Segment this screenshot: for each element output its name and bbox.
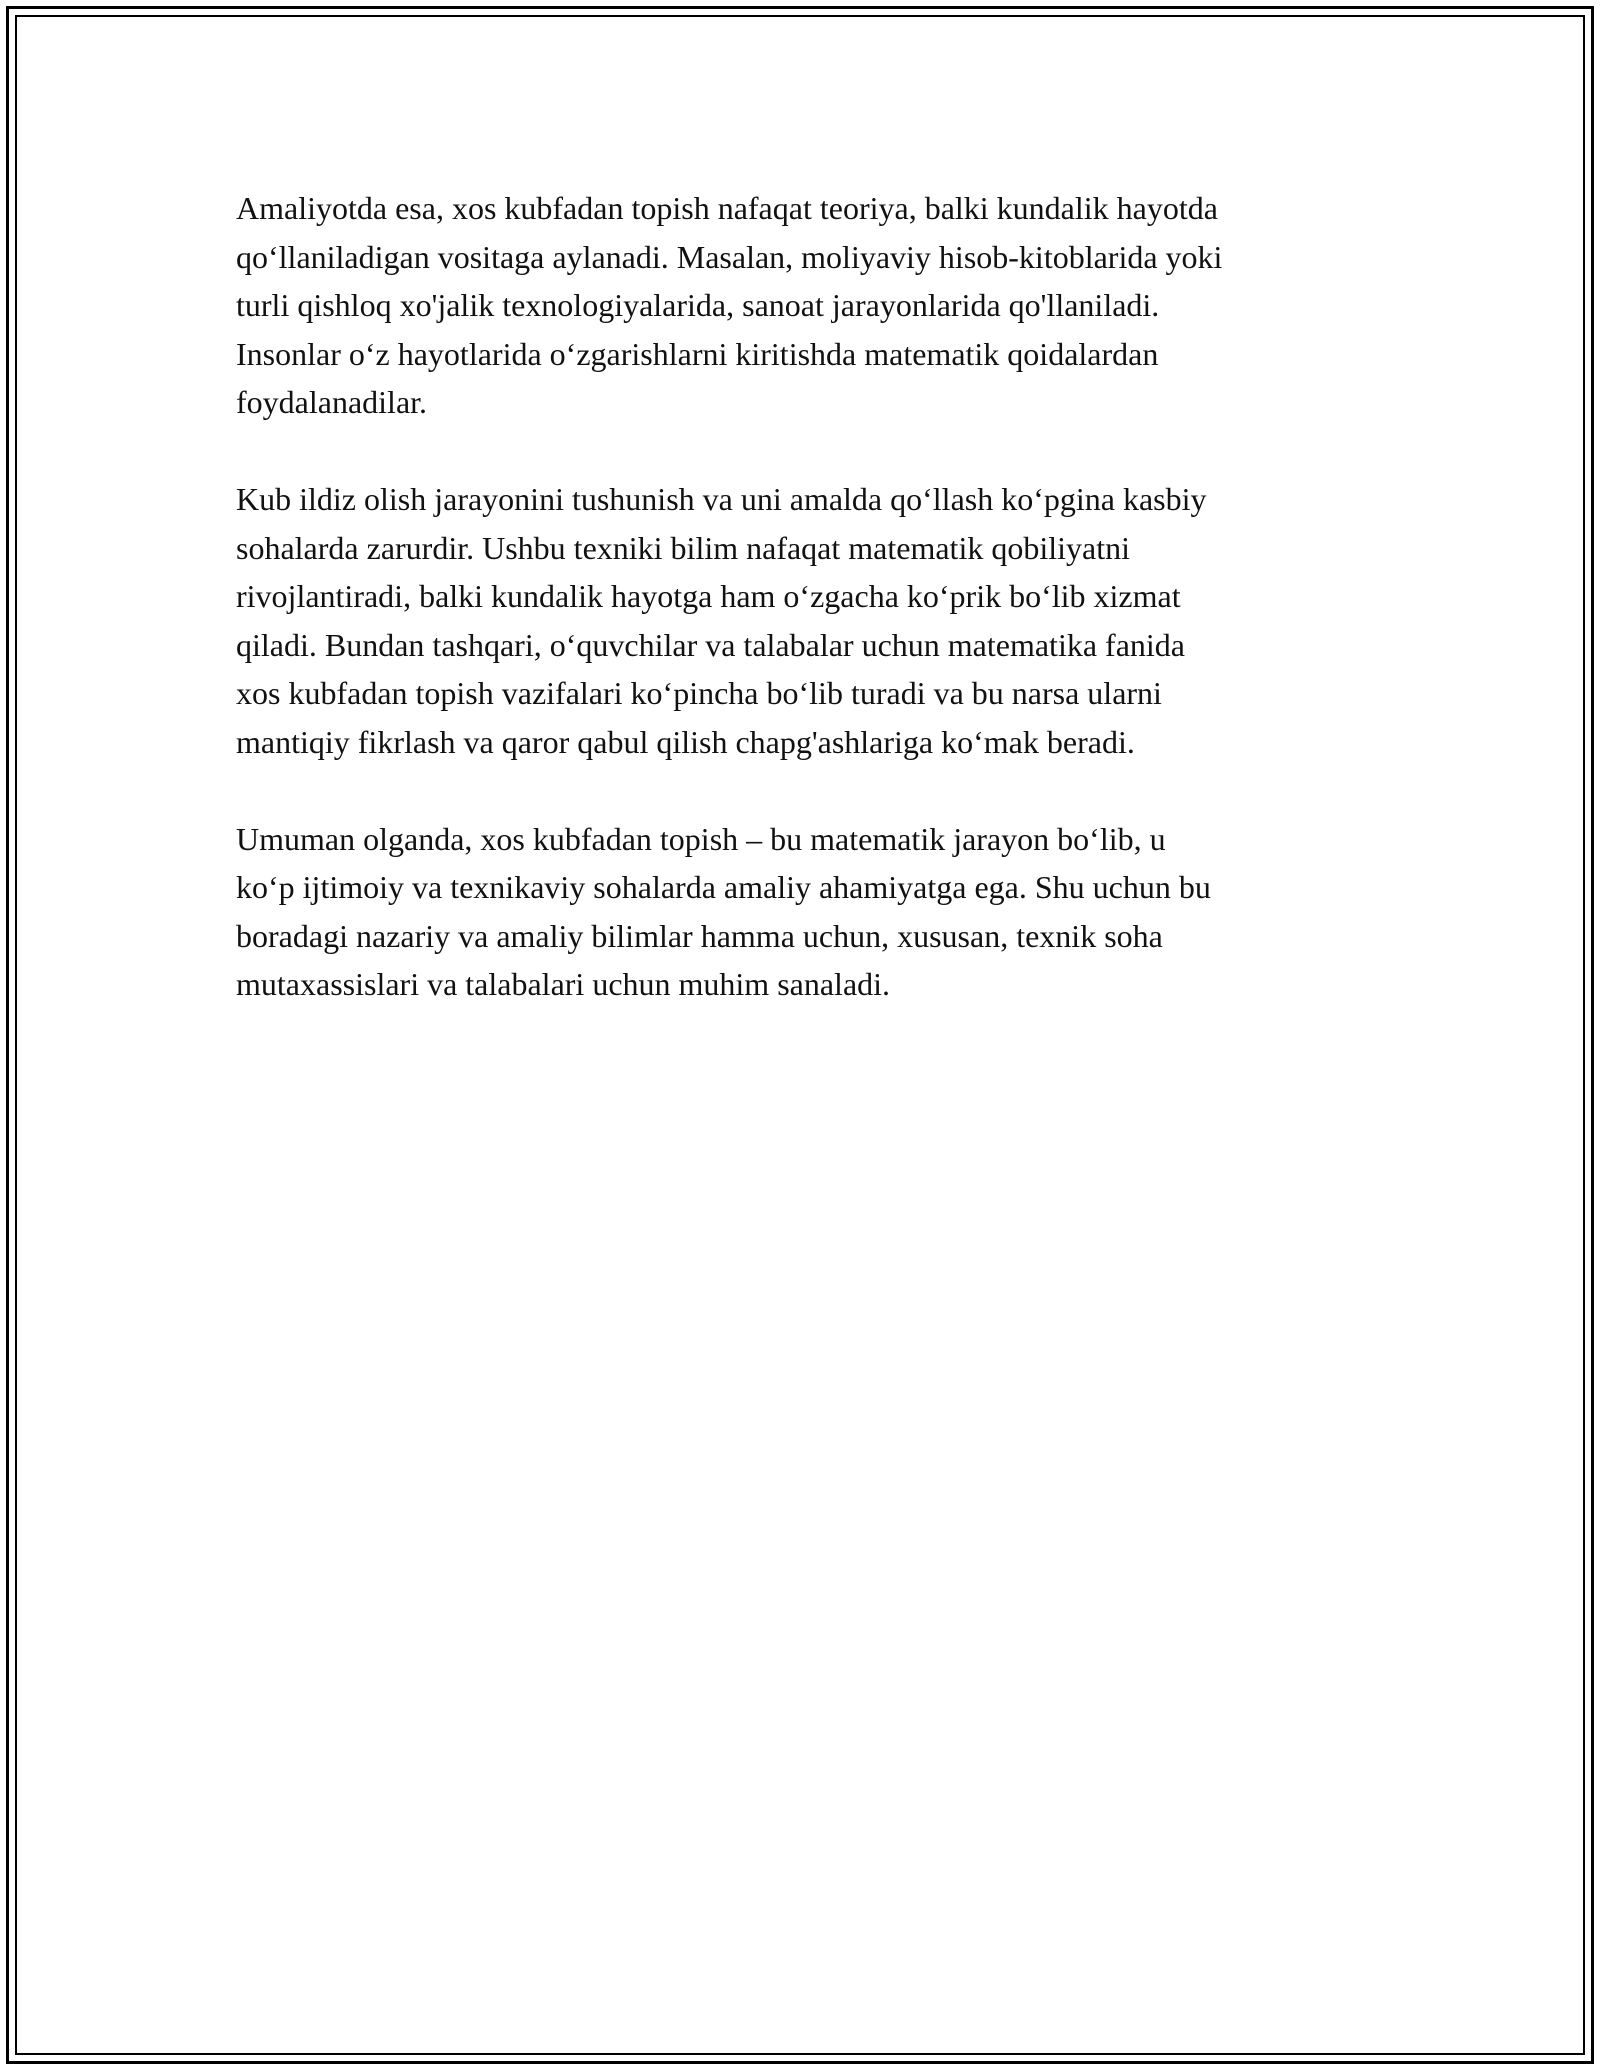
paragraph-1 (236, 184, 1376, 427)
paragraph-line: qiladi. Bundan tashqari, o‘quvchilar va talabalar uchun matematika fanida (236, 626, 1185, 663)
paragraph-line: Kub ildiz olish jarayonini tushunish va uni amalda qo‘llash ko‘pgina kasbiy (236, 481, 1207, 517)
paragraph-2 (236, 475, 1376, 766)
paragraph-line: qo‘llaniladigan vositaga aylanadi. Masalan, moliyaviy hisob-kitoblarida yoki (236, 238, 1223, 275)
paragraph-line: boradagi nazariy va amaliy bilimlar hamma uchun, xususan, texnik soha (236, 917, 1163, 954)
paragraph-line: rivojlantiradi, balki kundalik hayotga ham o‘zgacha ko‘prik bo‘lib xizmat (236, 578, 1181, 614)
paragraph-line: sohalarda zarurdir. Ushbu texniki bilim nafaqat matematik qobiliyatni (236, 529, 1130, 566)
paragraph-line: Amaliyotda esa, xos kubfadan topish nafaqat teoriya, balki kundalik hayotda (236, 190, 1218, 226)
paragraph-line: xos kubfadan topish vazifalari ko‘pincha bo‘lib turadi va bu narsa ularni (236, 675, 1162, 711)
paragraph-line: Insonlar o‘z hayotlarida o‘zgarishlarni kiritishda matematik qoidalardan (236, 335, 1159, 372)
paragraph-line: ko‘p ijtimoiy va texnikaviy sohalarda amaliy ahamiyatga ega. Shu uchun bu (236, 869, 1211, 905)
document-body (236, 184, 1376, 1057)
paragraph-line: mutaxassislari va talabalari uchun muhim sanaladi. (236, 966, 891, 1002)
paragraph-line: Umuman olganda, xos kubfadan topish – bu matematik jarayon bo‘lib, u (236, 820, 1166, 857)
paragraph-line: mantiqiy fikrlash va qaror qabul qilish chapg'ashlariga ko‘mak beradi. (236, 723, 1135, 760)
paragraph-line: turli qishloq xo'jalik texnologiyalarida, sanoat jarayonlarida qo'llaniladi. (236, 287, 1160, 323)
paragraph-3 (236, 815, 1376, 1009)
paragraph-line: foydalanadilar. (236, 384, 428, 420)
